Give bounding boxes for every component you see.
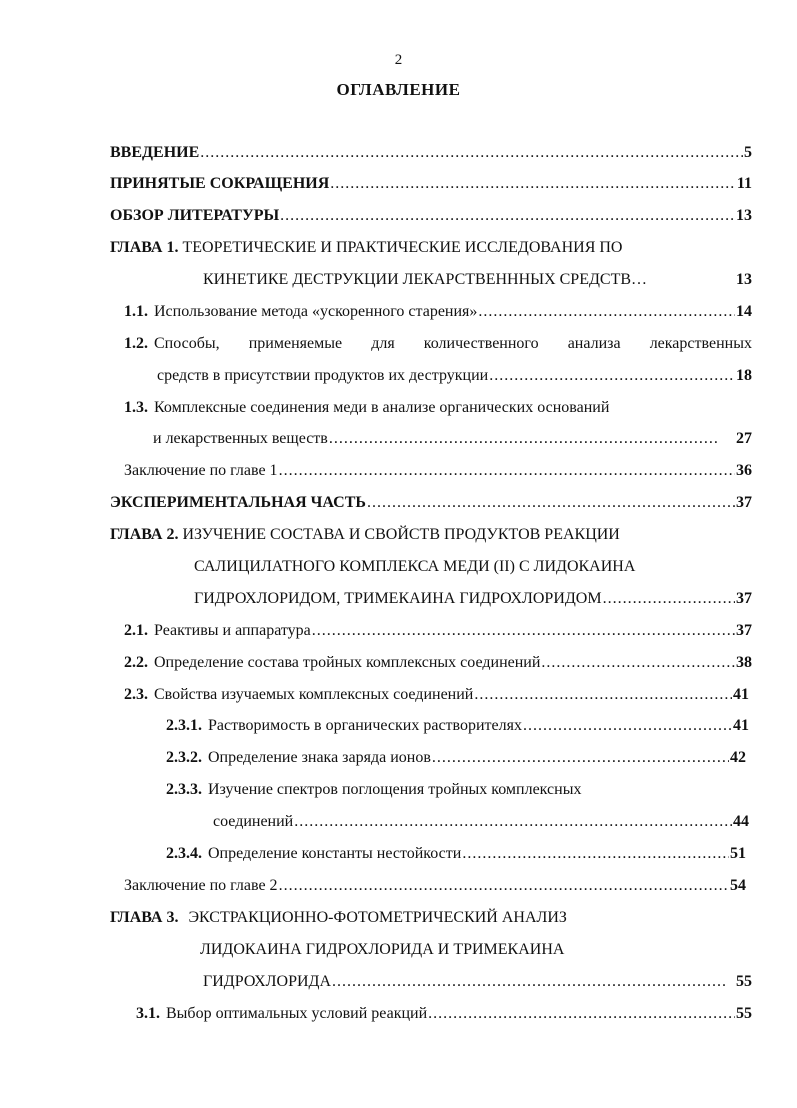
toc-section-1-2-line2[interactable]: средств в присутствии продуктов их деструкции ..... 18 [157, 364, 752, 388]
toc-heading: ОГЛАВЛЕНИЕ [336, 80, 461, 99]
leader-dots [474, 683, 732, 707]
toc-section-1-2-line1[interactable]: 1.2. Способы, применяемые для количественного анализа лекарственных [124, 335, 752, 352]
toc-chapter-2-line2[interactable]: САЛИЦИЛАТНОГО КОМПЛЕКСА МЕДИ (II) С ЛИДОКАИНА [194, 558, 636, 575]
leader-dots [432, 746, 729, 770]
toc-chapter-1-line2[interactable]: КИНЕТИКЕ ДЕСТРУКЦИИ ЛЕКАРСТВЕНННЫХ СРЕДСТВ… 13 [203, 271, 752, 288]
toc-section-3-1[interactable]: 3.1. Выбор оптимальных условий реакций ..... 55 [136, 1002, 752, 1026]
page-number: 2 [394, 52, 403, 68]
leader-dots [478, 300, 735, 324]
leader-dots [329, 427, 720, 451]
toc-section-2-3-3-line1[interactable]: 2.3.3. Изучение спектров поглощения тройных комплексных [166, 781, 582, 798]
toc-section-1-3-line2[interactable]: и лекарственных веществ ..... 27 [153, 427, 752, 451]
leader-dots [523, 714, 732, 738]
toc-chapter-1-line1[interactable]: ГЛАВА 1. ТЕОРЕТИЧЕСКИЕ И ПРАКТИЧЕСКИЕ ИССЛЕДОВАНИЯ ПО [110, 239, 623, 256]
leader-dots [279, 459, 735, 483]
toc-section-2-3-1[interactable]: 2.3.1. Растворимость в органических растворителях ..... 41 [166, 714, 749, 738]
leader-dots [332, 970, 726, 994]
leader-dots [279, 874, 729, 898]
leader-dots [428, 1002, 735, 1026]
leader-dots [330, 172, 736, 196]
leader-dots [312, 619, 735, 643]
toc-section-2-3[interactable]: 2.3. Свойства изучаемых комплексных соединений ..... 41 [124, 683, 749, 707]
leader-dots [489, 364, 735, 388]
toc-section-2-3-3-line2[interactable]: соединений ..... 44 [213, 810, 749, 834]
toc-section-1-1[interactable]: 1.1. Использование метода «ускоренного старения» ..... 14 [124, 300, 752, 324]
leader-dots [603, 587, 735, 611]
toc-entry-abbreviations[interactable]: ПРИНЯТЫЕ СОКРАЩЕНИЯ ..... 11 [110, 172, 752, 196]
toc-section-2-2[interactable]: 2.2. Определение состава тройных комплексных соединений ..... 38 [124, 651, 752, 675]
toc-chapter-2-line3[interactable]: ГИДРОХЛОРИДОМ, ТРИМЕКАИНА ГИДРОХЛОРИДОМ ..... 37 [194, 587, 752, 611]
toc-conclusion-2[interactable]: Заключение по главе 2 ..... 54 [124, 874, 746, 898]
toc-section-2-1[interactable]: 2.1. Реактивы и аппаратура ..... 37 [124, 619, 752, 643]
toc-entry-experimental[interactable]: ЭКСПЕРИМЕНТАЛЬНАЯ ЧАСТЬ ..... 37 [110, 491, 752, 515]
toc-chapter-3-line1[interactable]: ГЛАВА 3. ЭКСТРАКЦИОННО-ФОТОМЕТРИЧЕСКИЙ АНАЛИЗ [110, 909, 567, 926]
leader-dots [541, 651, 735, 675]
toc-entry-intro[interactable]: ВВЕДЕНИЕ ..... 5 [110, 141, 752, 165]
toc-chapter-2-line1[interactable]: ГЛАВА 2. ИЗУЧЕНИЕ СОСТАВА И СВОЙСТВ ПРОДУКТОВ РЕАКЦИИ [110, 526, 620, 543]
toc-section-1-3-line1[interactable]: 1.3. Комплексные соединения меди в анализе органических оснований [124, 399, 610, 416]
leader-dots [200, 141, 743, 165]
toc-section-2-3-2[interactable]: 2.3.2. Определение знака заряда ионов ..... 42 [166, 746, 746, 770]
toc-section-2-3-4[interactable]: 2.3.4. Определение константы нестойкости ..... 51 [166, 842, 746, 866]
toc-conclusion-1[interactable]: Заключение по главе 1 ..... 36 [124, 459, 752, 483]
leader-dots [367, 491, 735, 515]
toc-chapter-3-line3[interactable]: ГИДРОХЛОРИДА ..... 55 [203, 970, 752, 994]
toc-chapter-3-line2[interactable]: ЛИДОКАИНА ГИДРОХЛОРИДА И ТРИМЕКАИНА [200, 941, 565, 958]
leader-dots [280, 204, 735, 228]
leader-dots [462, 842, 729, 866]
toc-entry-review[interactable]: ОБЗОР ЛИТЕРАТУРЫ ..... 13 [110, 204, 752, 228]
leader-dots [294, 810, 732, 834]
